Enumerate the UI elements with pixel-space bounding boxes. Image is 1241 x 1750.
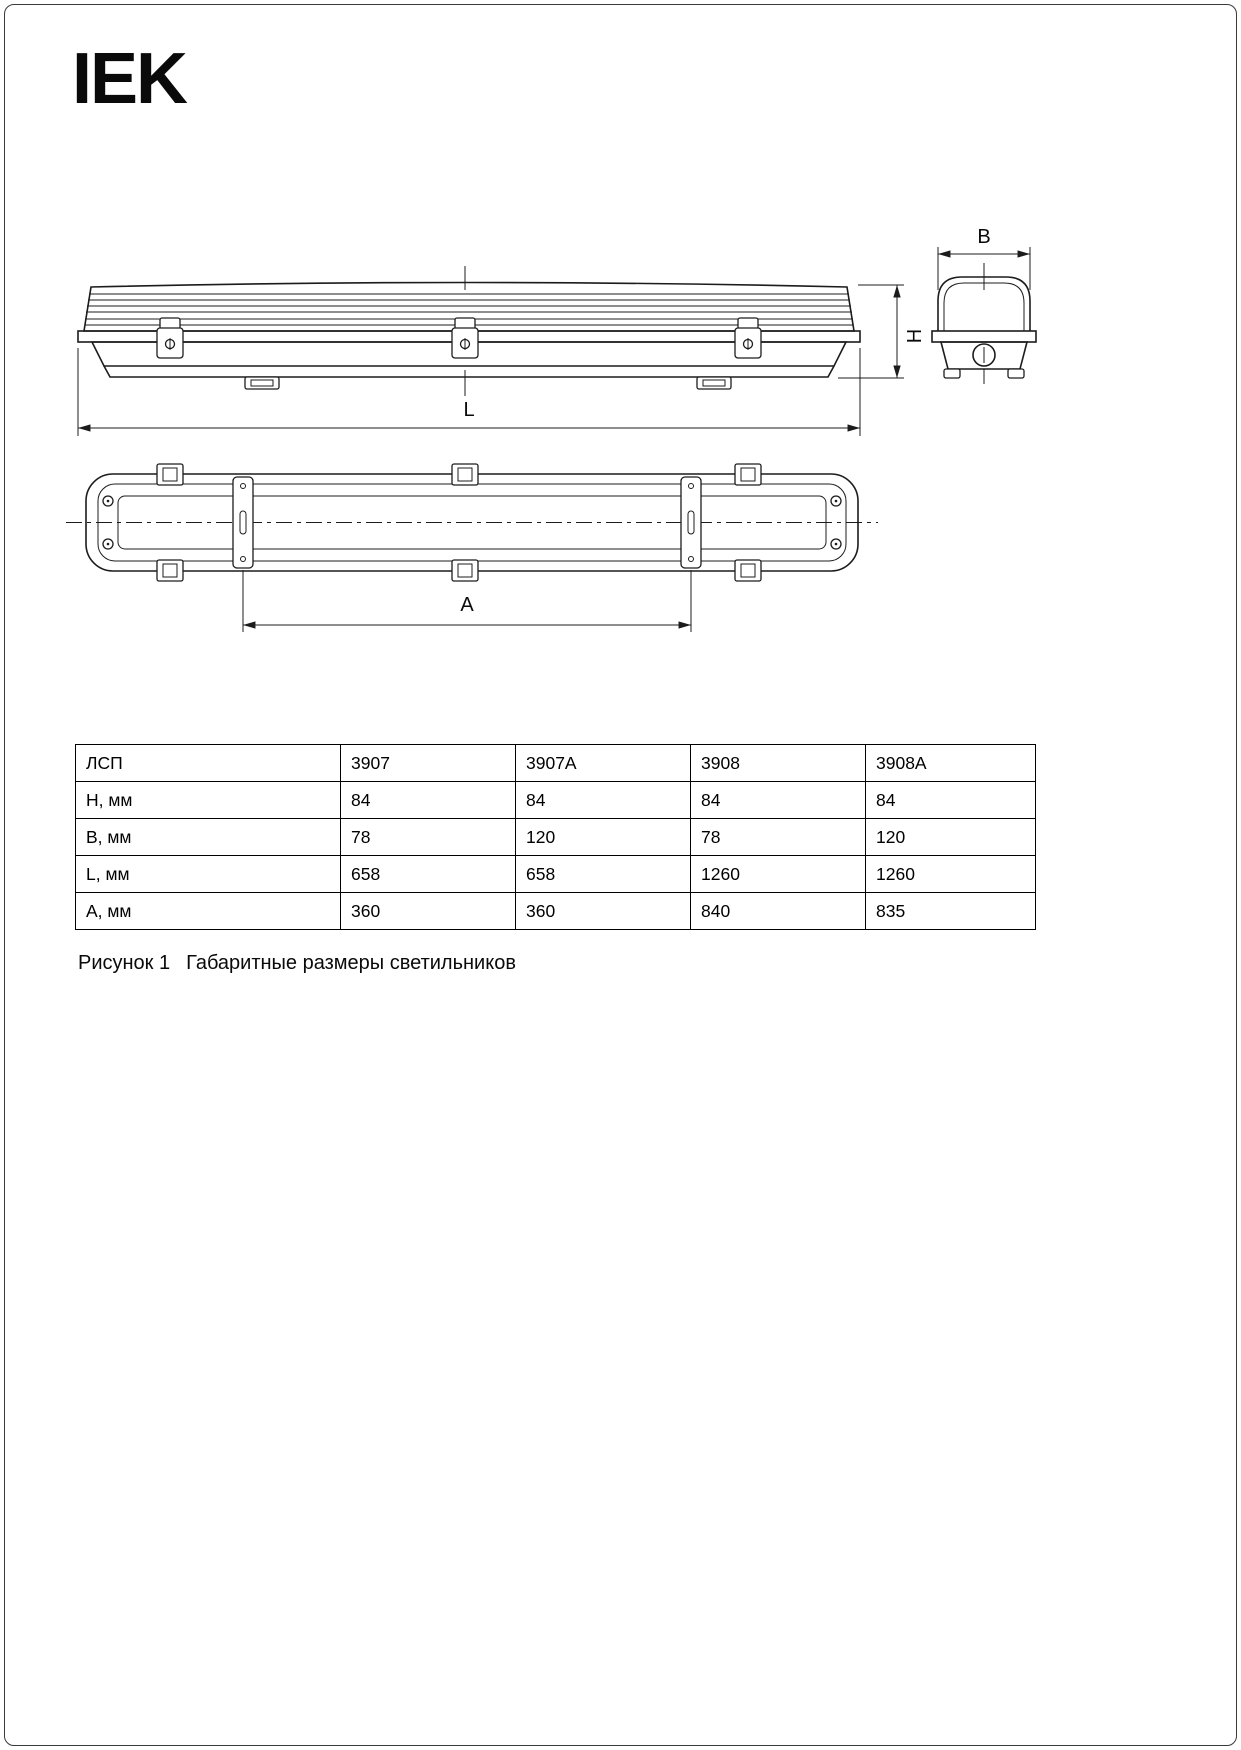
table-cell: 3907А: [516, 745, 691, 782]
table-cell: 360: [341, 893, 516, 930]
figure-text: Габаритные размеры светильников: [186, 952, 516, 974]
table-cell: 840: [691, 893, 866, 930]
table-cell: 3908А: [866, 745, 1036, 782]
table-cell-label: ЛСП: [76, 745, 341, 782]
iek-logo: IEK: [72, 39, 187, 119]
dim-label-B: B: [977, 226, 991, 248]
table-row-L: [76, 856, 1036, 893]
table-cell: 84: [341, 782, 516, 819]
plan-view: [66, 464, 878, 581]
table-row-B: [76, 819, 1036, 856]
table-cell: 835: [866, 893, 1036, 930]
dim-label-H: H: [904, 328, 926, 344]
table-cell: 84: [516, 782, 691, 819]
table-cell-label: В, мм: [76, 819, 341, 856]
dim-label-L: L: [463, 399, 475, 421]
table-cell: 658: [341, 856, 516, 893]
table-cell: 3907: [341, 745, 516, 782]
table-cell: 1260: [866, 856, 1036, 893]
table-cell: 78: [341, 819, 516, 856]
table-cell: 120: [516, 819, 691, 856]
table-cell: 3908: [691, 745, 866, 782]
table-cell: 84: [691, 782, 866, 819]
dimensional-drawing: [0, 0, 1241, 700]
table-cell-label: L, мм: [76, 856, 341, 893]
end-view: [932, 263, 1036, 384]
table-cell-label: Н, мм: [76, 782, 341, 819]
dim-label-A: A: [460, 594, 474, 616]
clip: [157, 318, 183, 358]
clip: [735, 318, 761, 358]
table-cell: 360: [516, 893, 691, 930]
table-row-A: [76, 893, 1036, 930]
table-cell: 1260: [691, 856, 866, 893]
table-cell: 658: [516, 856, 691, 893]
table-cell: 120: [866, 819, 1036, 856]
table-cell: 78: [691, 819, 866, 856]
table-cell: 84: [866, 782, 1036, 819]
table-row-models: [76, 745, 1036, 782]
figure-caption: [78, 952, 516, 975]
spec-table: [75, 744, 1036, 930]
clip: [452, 318, 478, 358]
figure-number: Рисунок 1: [78, 952, 171, 974]
table-cell-label: А, мм: [76, 893, 341, 930]
dimension-L: [78, 348, 860, 436]
mounting-bracket: [681, 477, 701, 568]
table-row-H: [76, 782, 1036, 819]
side-view: [78, 266, 860, 396]
mounting-bracket: [233, 477, 253, 568]
